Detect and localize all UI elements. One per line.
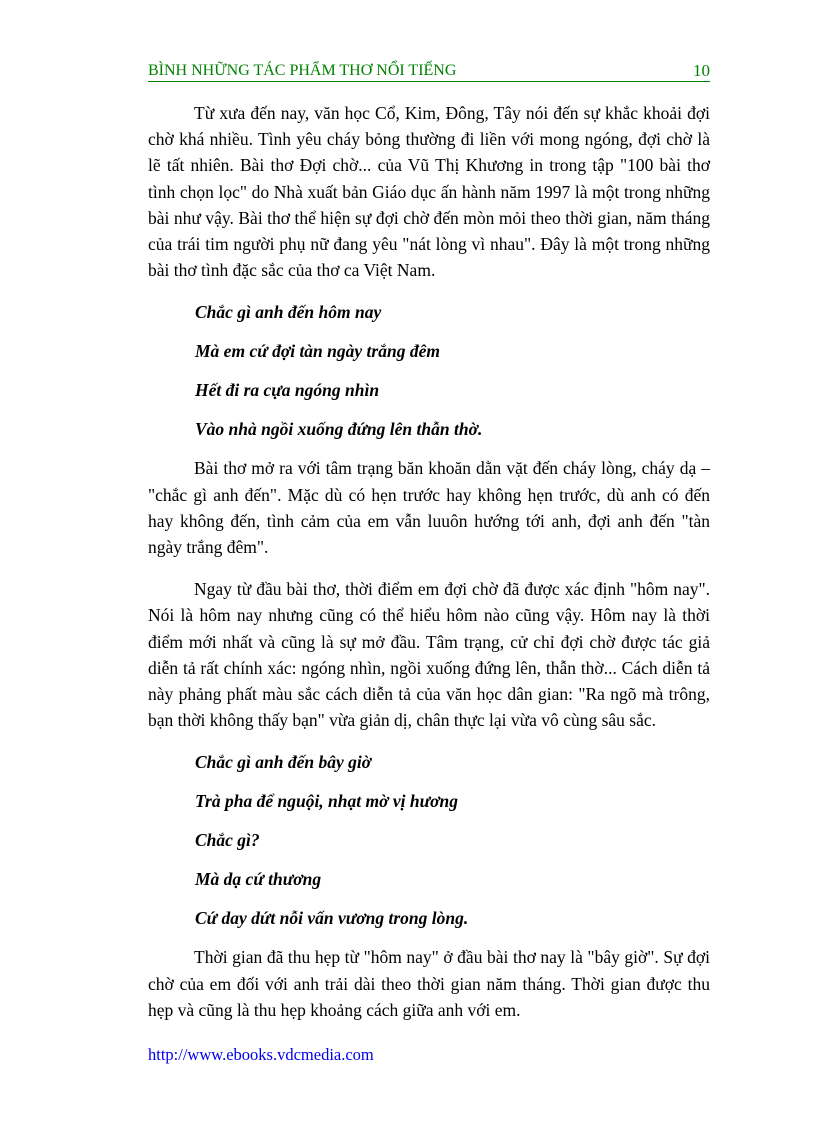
verse-line: Chắc gì anh đến hôm nay [195,302,382,323]
paragraph-analysis-2: Ngay từ đầu bài thơ, thời điểm em đợi chờ đã được xác định "hôm nay". Nói là hôm nay nhưng cũng có thể hiểu hôm nào cũng vậy. Hôm nay là thời điểm mới nhất và cũng là sự mở đầu. Tâm trạng, cử chỉ đợi chờ được tác giả diễn tả rất chính xác: ngóng nhìn, ngồi xuống đứng lên, thẫn thờ... Cách diễn tả này phảng phất màu sắc cách diễn tả của văn học dân gian: "Ra ngõ mà trông, bạn thời không thấy bạn" vừa giản dị, chân thực lại vừa vô cùng sâu sắc. [148,579,710,731]
verse-line: Cứ day dứt nỗi vấn vương trong lòng. [195,908,469,929]
verse-line: Trà pha để nguội, nhạt mờ vị hương [195,791,458,812]
verse-line: Mà em cứ đợi tàn ngày trắng đêm [195,341,440,362]
page-content [148,100,710,1039]
paragraph-analysis-1: Bài thơ mở ra với tâm trạng băn khoăn dằn vặt đến cháy lòng, cháy dạ – "chắc gì anh đến". Mặc dù có hẹn trước hay không hẹn trước, dù anh có đến hay không đến, tình cảm của em vẫn luuôn hướng tới anh, đợi anh đến "tàn ngày trắng đêm". [148,458,710,558]
book-title: BÌNH NHỮNG TÁC PHẨM THƠ NỔI TIẾNG [148,62,457,79]
verse-stanza-1 [148,299,710,442]
verse-line: Chắc gì? [195,830,260,851]
paragraph-analysis-3: Thời gian đã thu hẹp từ "hôm nay" ở đầu bài thơ nay là "bây giờ". Sự đợi chờ của em đối với anh trải dài theo thời gian năm tháng. Thời gian được thu hẹp và cũng là thu hẹp khoảng cách giữa anh với em. [148,947,710,1020]
footer-url-link[interactable]: http://www.ebooks.vdcmedia.com [148,1045,374,1064]
verse-line: Mà dạ cứ thương [195,869,322,890]
paragraph-intro: Từ xưa đến nay, văn học Cổ, Kim, Đông, Tây nói đến sự khắc khoải đợi chờ khá nhiều. Tình yêu cháy bỏng thường đi liền với mong ngóng, đợi chờ là lẽ tất nhiên. Bài thơ Đợi chờ... của Vũ Thị Khương in trong tập "100 bài thơ tình chọn lọc" do Nhà xuất bản Giáo dục ấn hành năm 1997 là một trong những bài như vậy. Bài thơ thể hiện sự đợi chờ đến mòn mỏi theo thời gian, năm tháng của trái tim người phụ nữ đang yêu "nát lòng vì nhau". Đây là một trong những bài thơ tình đặc sắc của thơ ca Việt Nam. [148,103,710,281]
page-header [148,62,710,82]
verse-line: Chắc gì anh đến bây giờ [195,752,372,773]
verse-line: Vào nhà ngồi xuống đứng lên thẫn thờ. [195,419,483,440]
verse-line: Hết đi ra cựa ngóng nhìn [195,380,380,401]
verse-stanza-2 [148,749,710,931]
page-number: 10 [693,61,710,80]
